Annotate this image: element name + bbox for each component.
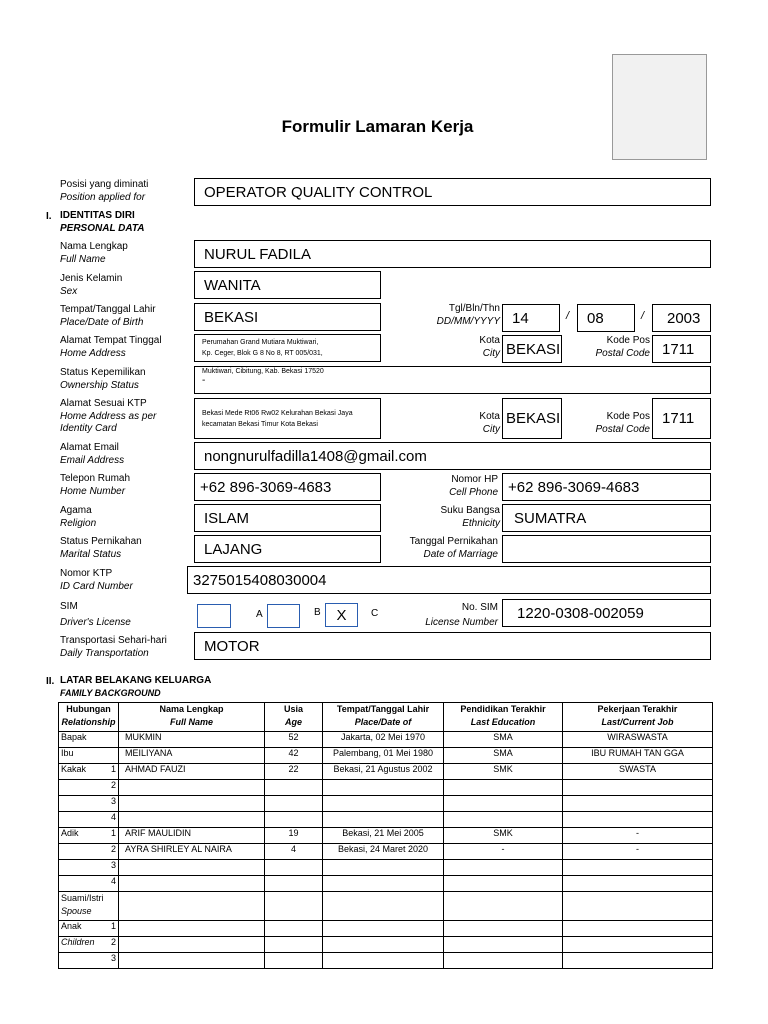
- sim-c-label: C: [371, 608, 379, 619]
- birth-cell[interactable]: Palembang, 01 Mei 1980: [323, 748, 444, 764]
- section-1-heading: IDENTITAS DIRI PERSONAL DATA: [60, 210, 145, 234]
- home-city-field[interactable]: BEKASI: [502, 335, 562, 363]
- relationship-label: Children: [61, 937, 95, 947]
- birth-date-label: Tgl/Bln/Thn DD/MM/YYYY: [436, 303, 500, 327]
- ownership-field[interactable]: Muktiwari, Cibitung, Kab. Bekasi 17520 -: [194, 366, 711, 394]
- table-row: [59, 780, 713, 796]
- relationship-cell: [59, 812, 119, 828]
- relationship-number: 2: [110, 844, 116, 854]
- sim-a-label: A: [256, 609, 263, 620]
- birth-cell[interactable]: [323, 796, 444, 812]
- full-name-field[interactable]: NURUL FADILA: [194, 240, 711, 268]
- home-city-label: Kota City: [479, 335, 500, 359]
- table-row-child: [59, 937, 713, 953]
- edu-cell[interactable]: [444, 953, 563, 969]
- relationship-label: Adik: [61, 828, 79, 838]
- job-cell[interactable]: IBU RUMAH TAN GGA: [563, 748, 713, 764]
- sim-b-checkbox[interactable]: [267, 604, 300, 628]
- table-row: [59, 732, 713, 748]
- age-cell[interactable]: 52: [265, 732, 323, 748]
- birth-cell[interactable]: [323, 780, 444, 796]
- religion-field[interactable]: ISLAM: [194, 504, 381, 532]
- email-label: Alamat Email Email Address: [60, 442, 125, 466]
- photo-placeholder[interactable]: [612, 54, 707, 160]
- age-cell[interactable]: [265, 812, 323, 828]
- name-cell[interactable]: [119, 892, 265, 921]
- date-separator: /: [566, 310, 570, 322]
- col-header-full-name: Nama Lengkap Full Name: [119, 703, 265, 732]
- relationship-cell: [59, 764, 119, 780]
- relationship-number: 3: [110, 796, 116, 806]
- name-cell[interactable]: [119, 876, 265, 892]
- home-postal-label: Kode Pos Postal Code: [595, 335, 650, 359]
- edu-cell[interactable]: [444, 892, 563, 921]
- relationship-cell: [59, 796, 119, 812]
- age-cell[interactable]: 42: [265, 748, 323, 764]
- edu-cell[interactable]: [444, 937, 563, 953]
- table-row: [59, 876, 713, 892]
- birth-cell[interactable]: [323, 860, 444, 876]
- home-phone-label: Telepon Rumah Home Number: [60, 473, 131, 497]
- col-header-relationship: Hubungan Relationship: [59, 703, 119, 732]
- birth-cell[interactable]: [323, 953, 444, 969]
- relationship-cell: [59, 892, 119, 921]
- sim-number-label: No. SIM License Number: [425, 602, 498, 628]
- sim-c-checkbox[interactable]: X: [325, 603, 358, 627]
- job-cell[interactable]: SWASTA: [563, 764, 713, 780]
- name-cell[interactable]: MEILIYANA: [119, 748, 265, 764]
- name-cell[interactable]: [119, 780, 265, 796]
- transport-label: Transportasi Sehari-hari Daily Transportation: [60, 635, 167, 659]
- ownership-label: Status Kepemilikan Ownership Status: [60, 367, 146, 391]
- birth-cell[interactable]: Bekasi, 21 Mei 2005: [323, 828, 444, 844]
- relationship-cell: [59, 748, 119, 764]
- ktp-address-label: Alamat Sesuai KTP Home Address as per Identity Card: [60, 398, 157, 434]
- table-row-spouse: [59, 892, 713, 921]
- cell-phone-label: Nomor HP Cell Phone: [449, 474, 498, 498]
- marital-field[interactable]: LAJANG: [194, 535, 381, 563]
- birth-cell[interactable]: [323, 812, 444, 828]
- ktp-postal-label: Kode Pos Postal Code: [595, 411, 650, 435]
- relationship-cell: [59, 844, 119, 860]
- table-row: [59, 860, 713, 876]
- birth-year-field[interactable]: 2003: [652, 304, 711, 332]
- job-cell[interactable]: [563, 953, 713, 969]
- name-cell[interactable]: AYRA SHIRLEY AL NAIRA: [119, 844, 265, 860]
- relationship-number: 4: [110, 876, 116, 886]
- relationship-number: 2: [110, 937, 116, 947]
- birth-day-field[interactable]: 14: [502, 304, 560, 332]
- age-cell[interactable]: 22: [265, 764, 323, 780]
- table-row: [59, 764, 713, 780]
- table-row: [59, 828, 713, 844]
- col-header-age: Usia Age: [265, 703, 323, 732]
- age-cell[interactable]: [265, 796, 323, 812]
- education-cell[interactable]: SMA: [444, 732, 563, 748]
- religion-label: Agama Religion: [60, 505, 97, 529]
- relationship-cell: [59, 876, 119, 892]
- relationship-label: Ibu: [61, 748, 74, 758]
- relationship-cell: [59, 828, 119, 844]
- full-name-label: Nama Lengkap Full Name: [60, 241, 128, 265]
- ktp-city-field[interactable]: BEKASI: [502, 398, 562, 439]
- relationship-number: 3: [110, 953, 116, 963]
- sim-a-checkbox[interactable]: [197, 604, 231, 628]
- education-cell[interactable]: SMK: [444, 764, 563, 780]
- name-cell[interactable]: [119, 812, 265, 828]
- education-cell[interactable]: SMK: [444, 828, 563, 844]
- relationship-number: 3: [110, 860, 116, 870]
- education-cell[interactable]: [444, 780, 563, 796]
- table-header-row: [59, 703, 713, 732]
- ktp-postal-field[interactable]: 1711: [652, 398, 711, 439]
- relationship-number: 1: [110, 921, 116, 931]
- ethnicity-field[interactable]: SUMATRA: [502, 504, 711, 532]
- ktp-number-label: Nomor KTP ID Card Number: [60, 568, 133, 592]
- relationship-cell: [59, 921, 119, 937]
- table-row-child: [59, 921, 713, 937]
- relationship-number: 1: [110, 764, 116, 774]
- age-cell[interactable]: [265, 921, 323, 937]
- job-cell[interactable]: [563, 812, 713, 828]
- education-cell[interactable]: [444, 876, 563, 892]
- sex-field[interactable]: WANITA: [194, 271, 381, 299]
- name-cell[interactable]: [119, 953, 265, 969]
- education-cell[interactable]: [444, 812, 563, 828]
- table-row-child: [59, 953, 713, 969]
- birth-cell[interactable]: Bekasi, 24 Maret 2020: [323, 844, 444, 860]
- name-cell[interactable]: AHMAD FAUZI: [119, 764, 265, 780]
- relationship-label: Suami/Istri: [61, 893, 104, 903]
- relationship-label: Kakak: [61, 764, 87, 774]
- ktp-address-field[interactable]: Bekasi Mede Rt06 Rw02 Kelurahan Bekasi Jaya kecamatan Bekasi Timur Kota Bekasi: [194, 398, 381, 439]
- section-1-number: I.: [46, 211, 52, 222]
- marriage-date-label: Tanggal Pernikahan Date of Marriage: [409, 536, 498, 560]
- age-cell[interactable]: [265, 892, 323, 921]
- name-cell[interactable]: MUKMIN: [119, 732, 265, 748]
- email-field[interactable]: nongnurulfadilla1408@gmail.com: [194, 442, 711, 470]
- name-cell[interactable]: ARIF MAULIDIN: [119, 828, 265, 844]
- age-cell[interactable]: [265, 860, 323, 876]
- education-cell[interactable]: -: [444, 844, 563, 860]
- ktp-city-label: Kota City: [479, 411, 500, 435]
- age-cell[interactable]: 19: [265, 828, 323, 844]
- birth-cell[interactable]: Bekasi, 21 Agustus 2002: [323, 764, 444, 780]
- table-row: [59, 844, 713, 860]
- birth-cell[interactable]: [323, 921, 444, 937]
- date-separator: /: [641, 310, 645, 322]
- job-cell[interactable]: [563, 876, 713, 892]
- age-cell[interactable]: 4: [265, 844, 323, 860]
- name-cell[interactable]: [119, 937, 265, 953]
- relationship-number: 2: [110, 780, 116, 790]
- relationship-cell: [59, 860, 119, 876]
- age-cell[interactable]: [265, 876, 323, 892]
- ktp-number-field[interactable]: 3275015408030004: [187, 566, 711, 594]
- transport-field[interactable]: MOTOR: [194, 632, 711, 660]
- birth-cell[interactable]: Jakarta, 02 Mei 1970: [323, 732, 444, 748]
- section-2-number: II.: [46, 676, 55, 687]
- job-cell[interactable]: [563, 796, 713, 812]
- relationship-cell: [59, 937, 119, 953]
- home-postal-field[interactable]: 1711: [652, 335, 711, 363]
- education-cell[interactable]: SMA: [444, 748, 563, 764]
- home-address-label: Alamat Tempat Tinggal Home Address: [60, 335, 162, 359]
- education-cell[interactable]: [444, 796, 563, 812]
- name-cell[interactable]: [119, 860, 265, 876]
- birth-cell[interactable]: [323, 937, 444, 953]
- table-row: [59, 812, 713, 828]
- job-cell[interactable]: [563, 860, 713, 876]
- name-cell[interactable]: [119, 796, 265, 812]
- relationship-number: 4: [110, 812, 116, 822]
- job-cell[interactable]: -: [563, 828, 713, 844]
- job-cell[interactable]: [563, 921, 713, 937]
- job-cell[interactable]: [563, 780, 713, 796]
- job-cell[interactable]: -: [563, 844, 713, 860]
- page-title: Formulir Lamaran Kerja: [281, 117, 474, 136]
- position-field[interactable]: OPERATOR QUALITY CONTROL: [194, 178, 711, 206]
- col-header-education: Pendidikan Terakhir Last Education: [444, 703, 563, 732]
- relationship-label-en: Spouse: [61, 906, 92, 916]
- edu-cell[interactable]: [444, 921, 563, 937]
- birth-cell[interactable]: [323, 876, 444, 892]
- relationship-cell: [59, 780, 119, 796]
- relationship-label: Anak: [61, 921, 82, 931]
- col-header-birth: Tempat/Tanggal Lahir Place/Date of: [323, 703, 444, 732]
- home-address-field[interactable]: Perumahan Grand Mutiara Muktiwari, Kp. Ceger, Blok G 8 No 8, RT 005/031,: [194, 334, 381, 362]
- age-cell[interactable]: [265, 780, 323, 796]
- marriage-date-field[interactable]: [502, 535, 711, 563]
- relationship-cell: [59, 732, 119, 748]
- relationship-number: 1: [110, 828, 116, 838]
- birth-month-field[interactable]: 08: [577, 304, 635, 332]
- birth-label: Tempat/Tanggal Lahir Place/Date of Birth: [60, 304, 156, 328]
- sex-label: Jenis Kelamin Sex: [60, 273, 123, 297]
- family-table: [58, 702, 713, 969]
- table-row: [59, 796, 713, 812]
- marital-label: Status Pernikahan Marital Status: [60, 536, 142, 560]
- table-row: [59, 748, 713, 764]
- position-label: Posisi yang diminati Position applied for: [60, 179, 149, 203]
- job-cell[interactable]: [563, 892, 713, 921]
- col-header-job: Pekerjaan Terakhir Last/Current Job: [563, 703, 713, 732]
- section-2-heading: LATAR BELAKANG KELUARGA FAMILY BACKGROUND: [60, 675, 212, 698]
- age-cell[interactable]: [265, 953, 323, 969]
- job-cell[interactable]: [563, 937, 713, 953]
- sim-number-field[interactable]: 1220-0308-002059: [502, 599, 711, 627]
- education-cell[interactable]: [444, 860, 563, 876]
- home-phone-field[interactable]: +62 896-3069-4683: [194, 473, 381, 501]
- relationship-label: Bapak: [61, 732, 87, 742]
- sim-b-label: B: [314, 607, 321, 618]
- birth-cell[interactable]: [323, 892, 444, 921]
- age-cell[interactable]: [265, 937, 323, 953]
- birth-place-field[interactable]: BEKASI: [194, 303, 381, 331]
- cell-phone-field[interactable]: +62 896-3069-4683: [502, 473, 711, 501]
- name-cell[interactable]: [119, 921, 265, 937]
- job-cell[interactable]: WIRASWASTA: [563, 732, 713, 748]
- relationship-cell: [59, 953, 119, 969]
- ethnicity-label: Suku Bangsa Ethnicity: [440, 505, 500, 529]
- sim-label: SIM Driver's License: [60, 601, 131, 628]
